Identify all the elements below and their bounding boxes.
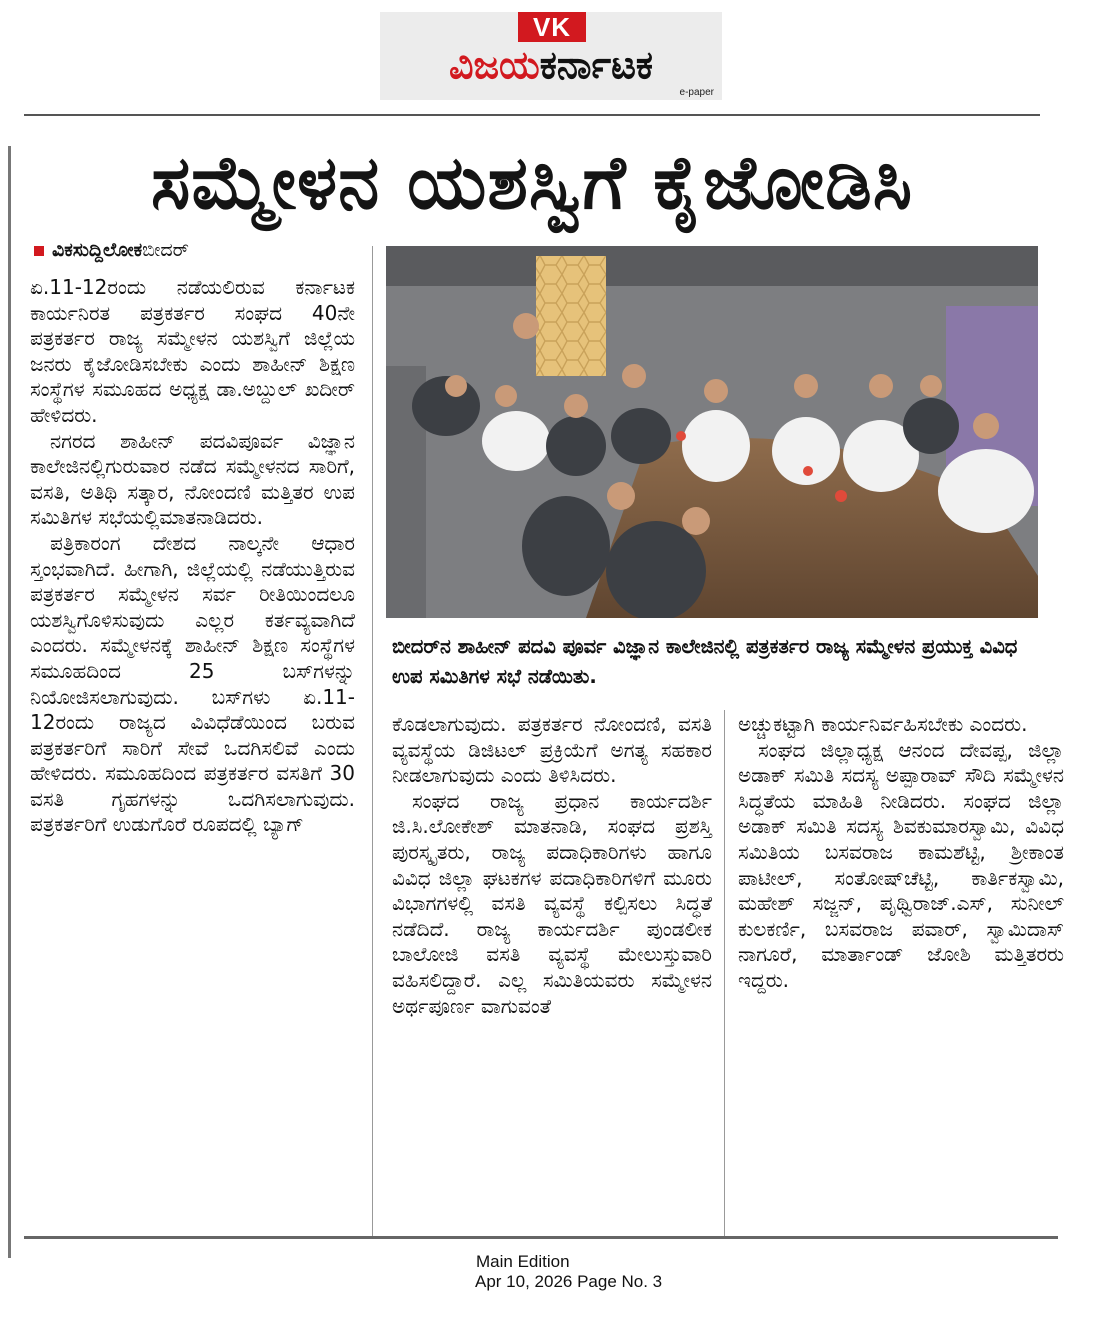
meeting-photo xyxy=(386,246,1038,618)
edition-label: Main Edition xyxy=(476,1252,570,1271)
masthead-subtitle: e-paper xyxy=(679,87,714,98)
masthead-logo xyxy=(380,12,722,100)
date-page-label: Apr 10, 2026 Page No. 3 xyxy=(475,1272,663,1291)
photo-caption: ಬೀದರ್‌ನ ಶಾಹೀನ್ ಪದವಿ ಪೂರ್ವ ವಿಜ್ಞಾನ ಕಾಲೇಜಿನಲ್ಲಿ ಪತ್ರಕರ್ತರ ರಾಜ್ಯ ಸಮ್ಮೇಳನ ಪ್ರಯುಕ್ತ ವಿವಿಧ ಉಪ ಸಮಿತಿಗಳ ಸಭೆ ನಡೆಯಿತು. xyxy=(392,635,1018,688)
article-column-3 xyxy=(738,712,1064,994)
paragraph: ಅಚ್ಚುಕಟ್ಟಾಗಿ ಕಾರ್ಯನಿರ್ವಹಿಸಬೇಕು ಎಂದರು. xyxy=(738,712,1028,736)
masthead-title-part1: ವಿಜಯ xyxy=(449,43,540,87)
column-divider xyxy=(372,246,373,1236)
bullet-square-icon xyxy=(34,246,44,256)
bottom-rule xyxy=(24,1236,1058,1239)
vk-logo-badge: VK xyxy=(518,12,586,42)
paragraph: ಸಂಘದ ಜಿಲ್ಲಾಧ್ಯಕ್ಷ ಆನಂದ ದೇವಪ್ಪ, ಜಿಲ್ಲಾ ಅಡಾಕ್ ಸಮಿತಿ ಸದಸ್ಯ ಅಪ್ಪಾರಾವ್ ಸೌದಿ ಸಮ್ಮೇಳನ ಸಿದ್ಧತೆಯ ಮಾಹಿತಿ ನೀಡಿದರು. ಸಂಘದ ಜಿಲ್ಲಾ ಅಡಾಕ್ ಸಮಿತಿ ಸದಸ್ಯ ಶಿವಕುಮಾರಸ್ವಾಮಿ, ವಿವಿಧ ಸಮಿತಿಯ ಬಸವರಾಜ ಕಾಮಶೆಟ್ಟಿ, ಶ್ರೀಕಾಂತ ಪಾಟೀಲ್, ಸಂತೋಷ್‌ಚೆಟ್ಟಿ, ಕಾರ್ತಿಕಸ್ವಾಮಿ, ಮಹೇಶ್ ಸಜ್ಜನ್, ಪೃಥ್ವಿರಾಜ್.ಎಸ್, ಸುನೀಲ್ ಕುಲಕರ್ಣಿ, ಬಸವರಾಜ ಪವಾರ್, ಸ್ವಾಮಿದಾಸ್ ನಾಗೂರೆ, ಮಾರ್ತಾಂಡ್ ಜೋಶಿ ಮತ್ತಿತರರು ಇದ್ದರು. xyxy=(738,737,1064,992)
paragraph: ಪತ್ರಿಕಾರಂಗ ದೇಶದ ನಾಲ್ಕನೇ ಆಧಾರ ಸ್ತಂಭವಾಗಿದೆ. ಹೀಗಾಗಿ, ಜಿಲ್ಲೆಯಲ್ಲಿ ನಡೆಯುತ್ತಿರುವ ಪತ್ರಕರ್ತರ ಸಮ್ಮೇಳನ ಸರ್ವ ರೀತಿಯಿಂದಲೂ ಯಶಸ್ವಿಗೊಳಿಸುವುದು ಎಲ್ಲರ ಕರ್ತವ್ಯವಾಗಿದೆ ಎಂದರು. ಸಮ್ಮೇಳನಕ್ಕೆ ಶಾಹೀನ್ ಶಿಕ್ಷಣ ಸಂಸ್ಥೆಗಳ ಸಮೂಹದಿಂದ 25 ಬಸ್‌ಗಳನ್ನು ನಿಯೋಜಿಸಲಾಗುವುದು. ಬಸ್‌ಗಳು ಏ.11-12ರಂದು ರಾಜ್ಯದ ವಿವಿಧೆಡೆಯಿಂದ ಬರುವ ಪತ್ರಕರ್ತರಿಗೆ ಸಾರಿಗೆ ಸೇವೆ ಒದಗಿಸಲಿವೆ ಎಂದು ಹೇಳಿದರು. ಸಮೂಹದಿಂದ ಪತ್ರಕರ್ತರ ವಸತಿಗೆ 30 ವಸತಿ ಗೃಹಗಳನ್ನು ಒದಗಿಸಲಾಗುವುದು. ಪತ್ರಕರ್ತರಿಗೆ ಉಡುಗೊರೆ ರೂಪದಲ್ಲಿ ಬ್ಯಾಗ್ xyxy=(30,530,355,837)
byline-source: ವಿಕಸುದ್ದಿಲೋಕ xyxy=(52,239,143,261)
paragraph: ಏ.11-12ರಂದು ನಡೆಯಲಿರುವ ಕರ್ನಾಟಕ ಕಾರ್ಯನಿರತ ಪತ್ರಕರ್ತರ ಸಂಘದ 40ನೇ ಪತ್ರಕರ್ತರ ರಾಜ್ಯ ಸಮ್ಮೇಳನ ಯಶಸ್ವಿಗೆ ಜಿಲ್ಲೆಯ ಜನರು ಕೈಜೋಡಿಸಬೇಕು ಎಂದು ಶಾಹೀನ್ ಶಿಕ್ಷಣ ಸಂಸ್ಥೆಗಳ ಸಮೂಹದ ಅಧ್ಯಕ್ಷ ಡಾ.ಅಬ್ದುಲ್ ಖದೀರ್ ಹೇಳಿದರು. xyxy=(30,275,355,427)
paragraph: ನಗರದ ಶಾಹೀನ್ ಪದವಿಪೂರ್ವ ವಿಜ್ಞಾನ ಕಾಲೇಜಿನಲ್ಲಿಗುರುವಾರ ನಡೆದ ಸಮ್ಮೇಳನದ ಸಾರಿಗೆ, ವಸತಿ, ಅತಿಥಿ ಸತ್ಕಾರ, ನೋಂದಣಿ ಮತ್ತಿತರ ಉಪ ಸಮಿತಿಗಳ ಸಭೆಯಲ್ಲಿಮಾತನಾಡಿದರು. xyxy=(30,428,355,530)
article-column-1 xyxy=(30,275,355,838)
article-column-2 xyxy=(392,712,712,1019)
column-divider xyxy=(724,710,725,1236)
article-headline: ಸಮ್ಮೇಳನ ಯಶಸ್ವಿಗೆ ಕೈಜೋಡಿಸಿ xyxy=(150,140,913,226)
paragraph: ಸಂಘದ ರಾಜ್ಯ ಪ್ರಧಾನ ಕಾರ್ಯದರ್ಶಿ ಜಿ.ಸಿ.ಲೋಕೇಶ್ ಮಾತನಾಡಿ, ಸಂಘದ ಪ್ರಶಸ್ತಿ ಪುರಸ್ಕೃತರು, ರಾಜ್ಯ ಪದಾಧಿಕಾರಿಗಳು ಹಾಗೂ ವಿವಿಧ ಜಿಲ್ಲಾ ಘಟಕಗಳ ಪದಾಧಿಕಾರಿಗಳಿಗೆ ಮೂರು ವಿಭಾಗಗಳಲ್ಲಿ ವಸತಿ ವ್ಯವಸ್ಥೆ ಕಲ್ಪಿಸಲು ಸಿದ್ಧತೆ ನಡೆದಿದೆ. ರಾಜ್ಯ ಕಾರ್ಯದರ್ಶಿ ಪುಂಡಲೀಕ ಬಾಲೋಜಿ ವಸತಿ ವ್ಯವಸ್ಥೆ ಮೇಲುಸ್ತುವಾರಿ ವಹಿಸಲಿದ್ದಾರೆ. ಎಲ್ಲ ಸಮಿತಿಯವರು ಸಮ್ಮೇಳನ ಅರ್ಥಪೂರ್ಣ ವಾಗುವಂತೆ xyxy=(392,788,712,1018)
top-rule xyxy=(24,114,1040,116)
left-margin-rule xyxy=(8,146,11,1258)
masthead-title-part2: ಕರ್ನಾಟಕ xyxy=(539,43,653,87)
byline xyxy=(34,238,189,262)
masthead-title xyxy=(380,40,722,90)
paragraph: ಕೊಡಲಾಗುವುದು. ಪತ್ರಕರ್ತರ ನೋಂದಣಿ, ವಸತಿ ವ್ಯವಸ್ಥೆಯ ಡಿಜಿಟಲ್ ಪ್ರಕ್ರಿಯೆಗೆ ಅಗತ್ಯ ಸಹಕಾರ ನೀಡಲಾಗುವುದು ಎಂದು ತಿಳಿಸಿದರು. xyxy=(392,712,712,788)
byline-place: ಬೀದರ್ xyxy=(142,239,189,261)
page-footer xyxy=(475,1252,662,1292)
